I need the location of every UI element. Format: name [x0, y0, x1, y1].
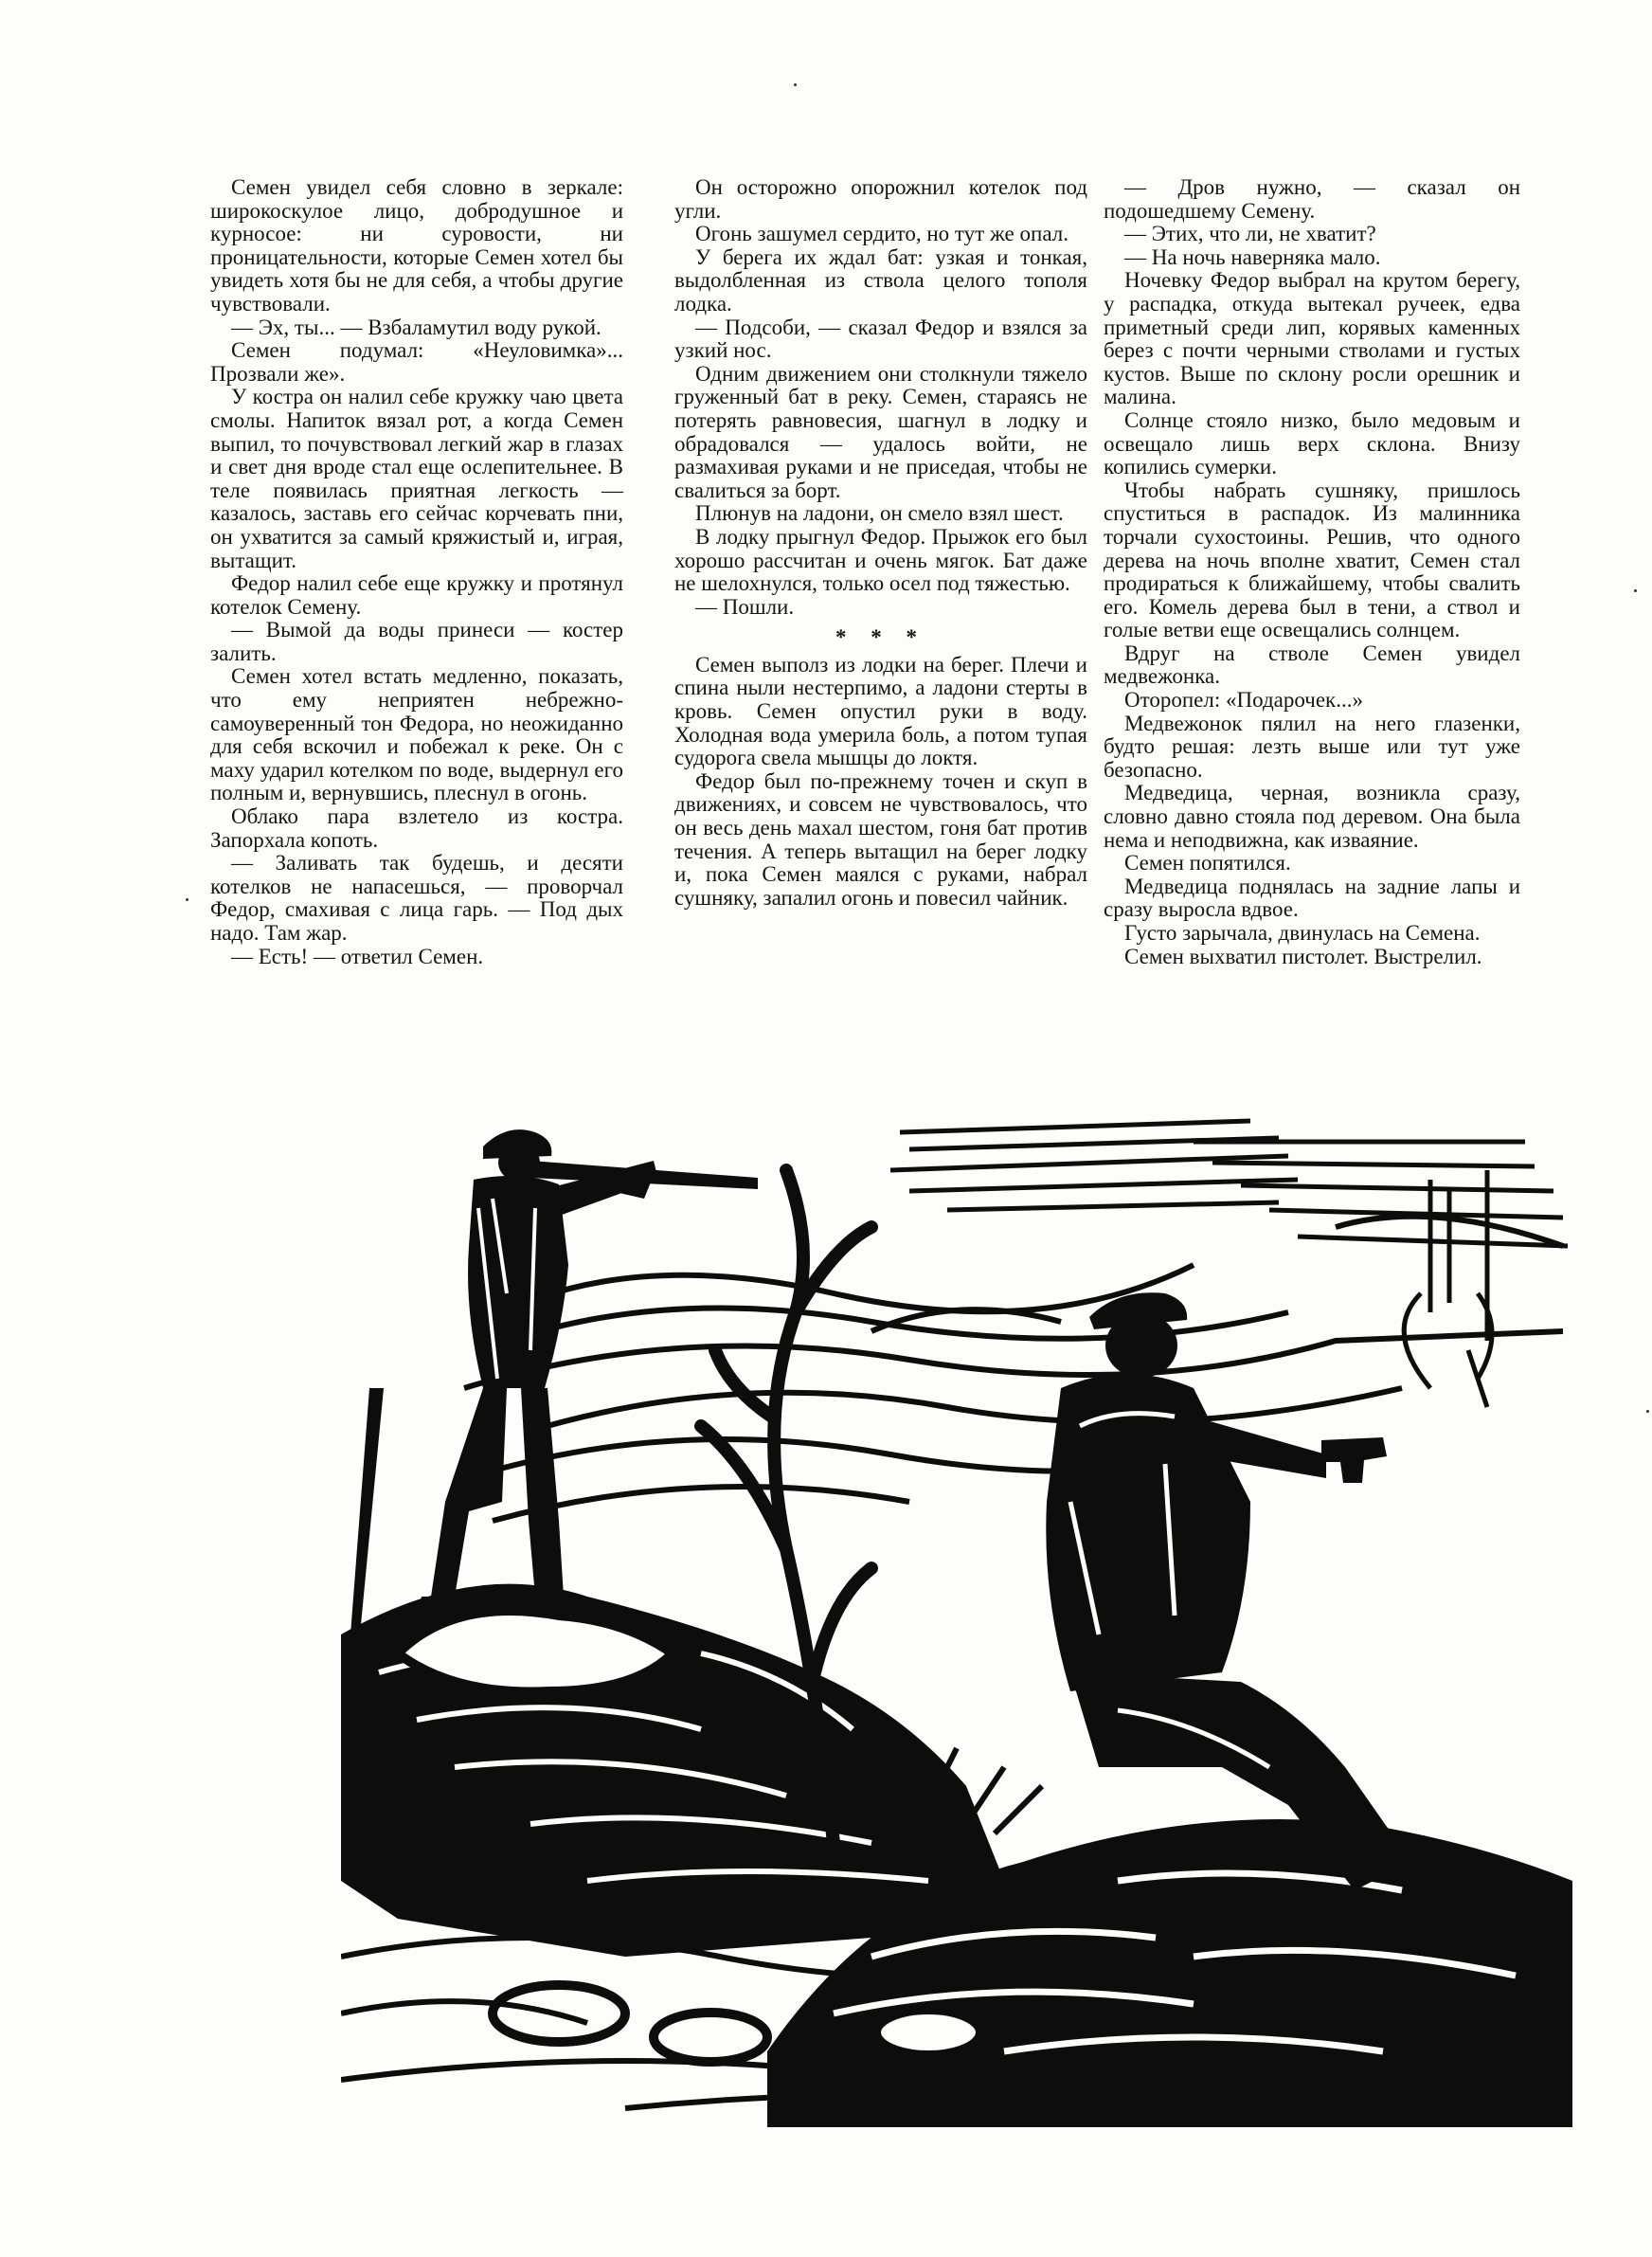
- paragraph: Чтобы набрать сушняку, пришлось спуститься в распадок. Из малинника торчали сухостоины. Решив, что одного дерева на ночь вполне хватит, Семен стал продираться к ближайшему, чтобы свалить его. Комель дерева был в тени, а ствол и голые ветви еще освещались солнцем.: [1104, 478, 1520, 642]
- paragraph: — На ночь наверняка мало.: [1124, 244, 1381, 269]
- paragraph: Федор налил себе еще кружку и протянул котелок Семену.: [210, 571, 623, 619]
- paragraph: — Подсоби, — сказал Федор и взялся за узкий нос.: [674, 315, 1087, 363]
- paragraph: Семен выхватил пистолет. Выстрелил.: [1124, 944, 1482, 968]
- paragraph: — Этих, что ли, не хватит?: [1124, 222, 1376, 246]
- paragraph: — Эх, ты... — Взбаламутил воду рукой.: [231, 315, 602, 339]
- paragraph: Вдруг на стволе Семен увидел медвежонка.: [1104, 641, 1520, 689]
- paragraph: Огонь зашумел сердито, но тут же опал.: [695, 222, 1068, 246]
- paragraph: Оторопел: «Подарочек...»: [1124, 688, 1363, 713]
- paragraph: — Пошли.: [695, 594, 795, 619]
- text-column-3: [1104, 176, 1520, 968]
- hill-lines: [464, 1217, 1563, 1521]
- hunter-with-rifle: [350, 1129, 758, 1634]
- paragraph: Семен выполз из лодки на берег. Плечи и спина ныли нестерпимо, а ладони стерты в кровь. Семен опустил руки в воду. Холодная вода умерила боль, а потом тупая судорога свела мышцы до локтя.: [674, 652, 1087, 770]
- paragraph: Медвежонок пялил на него глазенки, будто решая: лезть выше или тут уже безопасно.: [1104, 711, 1520, 782]
- paragraph: Густо зарычала, двинулась на Семена.: [1124, 921, 1481, 945]
- print-speck: [186, 898, 189, 901]
- man-with-pistol: [1046, 1292, 1411, 1890]
- paragraph: — Есть! — ответил Семен.: [231, 944, 484, 968]
- paragraph: Семен подумал: «Неуловимка»... Прозвали же».: [210, 338, 623, 386]
- print-speck: [1646, 1410, 1649, 1413]
- paragraph: — Дров нужно, — сказал он подошедшему Семену.: [1104, 175, 1520, 223]
- paragraph: Медведица, черная, возникла сразу, словно давно стояла под деревом. Она была нема и неподвижна, как изваяние.: [1104, 781, 1520, 852]
- paragraph: Семен хотел встать медленно, показать, что ему неприятен небрежно-самоуверенный тон Федора, но неожиданно для себя вскочил и побежал к реке. Он с маху ударил котелком по воде, выдернул его полным и, вернувшись, плеснул в огонь.: [210, 664, 623, 805]
- print-speck: [794, 83, 797, 86]
- woodcut-illustration: [341, 1104, 1582, 2127]
- paragraph: Медведица поднялась на задние лапы и сразу выросла вдвое.: [1104, 874, 1520, 922]
- paragraph: Ночевку Федор выбрал на крутом берегу, у распадка, откуда вытекал ручеек, едва приметный среди лип, корявых каменных берез с почти черными стволами и густых кустов. Выше по склону росли орешник и малина.: [1104, 268, 1520, 409]
- paragraph: Одним движением они столкнули тяжело груженный бат в реку. Семен, стараясь не потерять равновесия, шагнул в лодку и обрадовался — удалось войти, не размахивая руками и не приседая, чтобы не свалиться за борт.: [674, 361, 1087, 502]
- background-trees: [1404, 1170, 1492, 1407]
- paragraph: Федор был по-прежнему точен и скуп в движениях, и совсем не чувствовалось, что он весь день махал шестом, гоня бат против течения. А теперь вытащил на берег лодку и, пока Семен маялся с руками, набрал сушняку, запалил огонь и повесил чайник.: [674, 768, 1087, 910]
- paragraph: У берега их ждал бат: узкая и тонкая, выдолбленная из ствола целого тополя лодка.: [674, 244, 1087, 316]
- paragraph: Семен попятился.: [1124, 851, 1291, 876]
- paragraph: Облако пара взлетело из костра. Запорхала копоть.: [210, 804, 623, 852]
- paragraph: В лодку прыгнул Федор. Прыжок его был хорошо рассчитан и очень мягок. Бат даже не шелохнулся, только осел под тяжестью.: [674, 524, 1087, 596]
- text-column-2: [674, 176, 1087, 910]
- paragraph: Солнце стояло низко, было медовым и освещало лишь верх склона. Внизу копились сумерки.: [1104, 407, 1520, 479]
- paragraph: Он осторожно опорожнил котелок под угли.: [674, 175, 1087, 223]
- paragraph: — Заливать так будешь, и десяти котелков не напасешься, — проворчал Федор, смахивая с лица гарь. — Под дых надо. Там жар.: [210, 851, 623, 945]
- paragraph: Семен увидел себя словно в зеркале: широкоскулое лицо, добродушное и курносое: ни суровости, ни проницательности, которые Семен хотел бы увидеть хотя бы не для себя, а чтобы другие чувствовали.: [210, 175, 623, 316]
- sky-hatching: [890, 1121, 1568, 1246]
- paragraph: Плюнув на ладони, он смело взял шест.: [695, 501, 1064, 526]
- section-separator: * * *: [835, 625, 926, 650]
- paragraph: — Вымой да воды принеси — костер залить.: [210, 618, 623, 665]
- text-column-1: [210, 176, 623, 968]
- paragraph: У костра он налил себе кружку чаю цвета смолы. Напиток вязал рот, а когда Семен выпил, то почувствовал легкий жар в глазах и свет дня вроде стал еще ослепительнее. В теле появилась приятная легкость — казалось, заставь его сейчас корчевать пни, он ухватится за самый кряжистый и, играя, вытащит.: [210, 385, 623, 572]
- print-speck: [1634, 589, 1637, 592]
